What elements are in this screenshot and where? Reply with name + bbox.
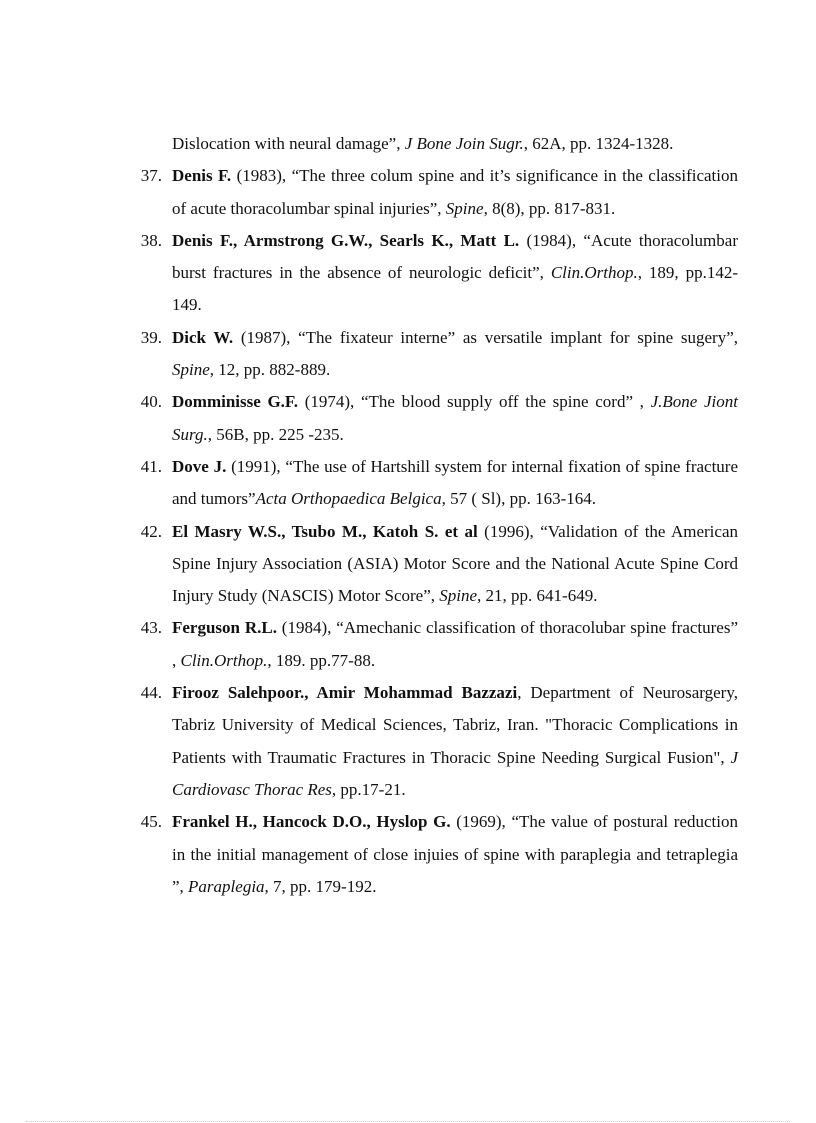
reference-item [130, 516, 738, 613]
reference-authors: Denis F., Armstrong G.W., Searls K., Matt L. [172, 230, 520, 250]
reference-number: 37. [140, 166, 162, 186]
reference-journal: J Cardiovasc Thorac Res [172, 747, 738, 799]
reference-text: (1987), “The fixateur interne” as versatile implant for spine sugery”, [233, 327, 738, 347]
reference-journal: Clin.Orthop. [180, 650, 268, 670]
reference-authors: Frankel H., Hancock D.O., Hyslop G. [172, 812, 451, 832]
reference-authors: Domminisse G.F. [172, 392, 299, 412]
reference-journal: Spine [445, 198, 484, 218]
reference-number: 42. [140, 521, 162, 541]
reference-item [130, 128, 738, 160]
reference-details: , 8(8), pp. 817-831. [483, 198, 616, 218]
reference-item [130, 322, 738, 387]
reference-text: (1969), “The value of postural reduction in the initial management of close injuies of spine with paraplegia and tetraplegia ”, [172, 812, 738, 896]
reference-text: (1983), “The three colum spine and it’s significance in the classification of acute thoracolumbar spinal injuries”, [172, 166, 738, 218]
page-bottom-divider [26, 1121, 790, 1122]
reference-journal: Clin.Orthop. [550, 263, 638, 283]
reference-details: , 62A, pp. 1324-1328. [523, 134, 674, 153]
reference-item [130, 451, 738, 516]
reference-text: , Department of Neurosargery, Tabriz University of Medical Sciences, Tabriz, Iran. "Thoracic Complications in Patients with Traumatic Fractures in Thoracic Spine Needing Surgical Fusion", [172, 683, 738, 767]
reference-details: , pp.17-21. [331, 779, 406, 799]
reference-journal: Spine [172, 360, 210, 380]
reference-item [130, 160, 738, 225]
reference-authors: El Masry W.S., Tsubo M., Katoh S. et al [172, 521, 478, 541]
reference-journal: J.Bone Jiont Surg. [172, 392, 739, 444]
reference-list [130, 128, 738, 903]
reference-number: 40. [140, 392, 162, 412]
reference-text: Dislocation with neural damage”, [172, 134, 405, 153]
reference-text: (1974), “The blood supply off the spine cord” , [298, 392, 651, 412]
reference-text: (1984), “Amechanic classification of thoracolubar spine fractures” , [172, 618, 739, 670]
reference-item [130, 386, 738, 451]
reference-details: , 189. pp.77-88. [267, 650, 376, 670]
reference-details: , 57 ( Sl), pp. 163-164. [441, 489, 597, 509]
reference-journal: Acta Orthopaedica Belgica [255, 489, 442, 509]
reference-authors: Ferguson R.L. [172, 618, 277, 638]
reference-item [130, 612, 738, 677]
reference-item [130, 677, 738, 806]
reference-authors: Dick W. [172, 327, 234, 347]
reference-text: (1996), “Validation of the American Spine Injury Association (ASIA) Motor Score and the National Acute Spine Cord Injury Study (NASCIS) Motor Score”, [172, 521, 738, 606]
reference-number: 41. [140, 456, 162, 476]
reference-details: , 7, pp. 179-192. [264, 876, 377, 896]
reference-journal: Spine [439, 586, 478, 606]
reference-authors: Denis F. [172, 166, 232, 186]
reference-details: , 56B, pp. 225 -235. [207, 424, 344, 444]
reference-details: , 21, pp. 641-649. [477, 586, 598, 606]
reference-number: 39. [140, 327, 162, 347]
reference-number: 43. [140, 618, 162, 638]
reference-item [130, 806, 738, 903]
reference-number: 38. [140, 230, 162, 250]
reference-text: (1984), “Acute thoracolumbar burst fractures in the absence of neurologic deficit”, [172, 230, 738, 283]
reference-authors: Firooz Salehpoor., Amir Mohammad Bazzazi [172, 683, 518, 703]
reference-journal: Paraplegia [188, 876, 265, 896]
reference-journal: J Bone Join Sugr. [404, 134, 524, 153]
reference-authors: Dove J. [172, 456, 227, 476]
reference-number: 45. [140, 812, 162, 832]
reference-details: , 12, pp. 882-889. [209, 360, 331, 380]
reference-text: (1991), “The use of Hartshill system for internal fixation of spine fracture and tumors” [172, 456, 739, 509]
reference-number: 44. [140, 683, 162, 703]
reference-item [130, 225, 738, 322]
reference-details: , 189, pp.142-149. [172, 263, 738, 315]
